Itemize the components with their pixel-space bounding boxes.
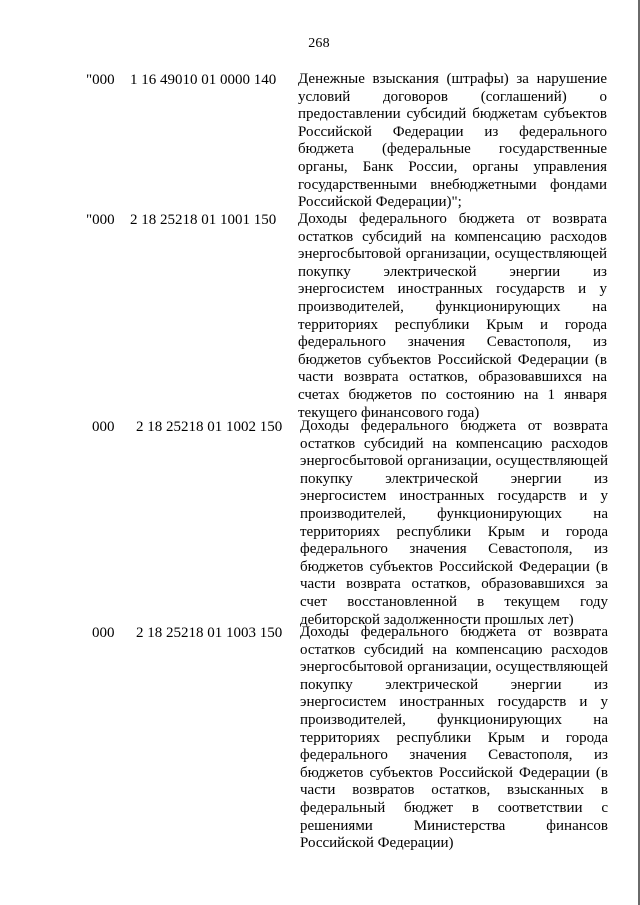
revenue-description: Денежные взыскания (штрафы) за нарушение условий договоров (соглашений) о предоставлении субсидий бюджетам субъектов Российской Федерации из федерального бюджета (федеральные государственные органы, Банк России, органы управления государственными внебюджетными фондами Российской Федерации)"; bbox=[298, 71, 607, 211]
budget-classification-code: 2 18 25218 01 1002 150 bbox=[136, 419, 283, 435]
administrator-code: "000 bbox=[86, 212, 115, 228]
budget-classification-code: 2 18 25218 01 1001 150 bbox=[130, 212, 277, 228]
revenue-description: Доходы федерального бюджета от возврата остатков субсидий на компенсацию расходов энергосбытовой организации, осуществляющей покупку электрической энергии из энергосистем иностранных государств и у производителей, функционирующих на территориях республики Крым и города федерального значения Севастополя, из бюджетов субъектов Российской Федерации (в части возврата остатков, образовавшихся на счетах бюджетов по состоянию на 1 января текущего финансового года) bbox=[298, 211, 607, 421]
revenue-description: Доходы федерального бюджета от возврата остатков субсидий на компенсацию расходов энергосбытовой организации, осуществляющей покупку электрической энергии из энергосистем иностранных государств и у производителей, функционирующих на территориях республики Крым и города федерального значения Севастополя, из бюджетов субъектов Российской Федерации (в части возврата остатков, образовавшихся за счет восстановленной в текущем году дебиторской задолженности прошлых лет) bbox=[300, 418, 608, 628]
budget-classification-code: 1 16 49010 01 0000 140 bbox=[130, 72, 277, 88]
administrator-code: 000 bbox=[92, 419, 115, 435]
budget-classification-code: 2 18 25218 01 1003 150 bbox=[136, 625, 283, 641]
administrator-code: 000 bbox=[92, 625, 115, 641]
administrator-code: "000 bbox=[86, 72, 115, 88]
revenue-description: Доходы федерального бюджета от возврата остатков субсидий на компенсацию расходов энергосбытовой организации, осуществляющей покупку электрической энергии из энергосистем иностранных государств и у производителей, функционирующих на территориях республики Крым и города федерального значения Севастополя, из бюджетов субъектов Российской Федерации (в части возвратов остатков, взысканных в федеральный бюджет в соответствии с решениями Министерства финансов Российской Федерации) bbox=[300, 624, 608, 852]
page-number: 268 bbox=[308, 36, 330, 51]
